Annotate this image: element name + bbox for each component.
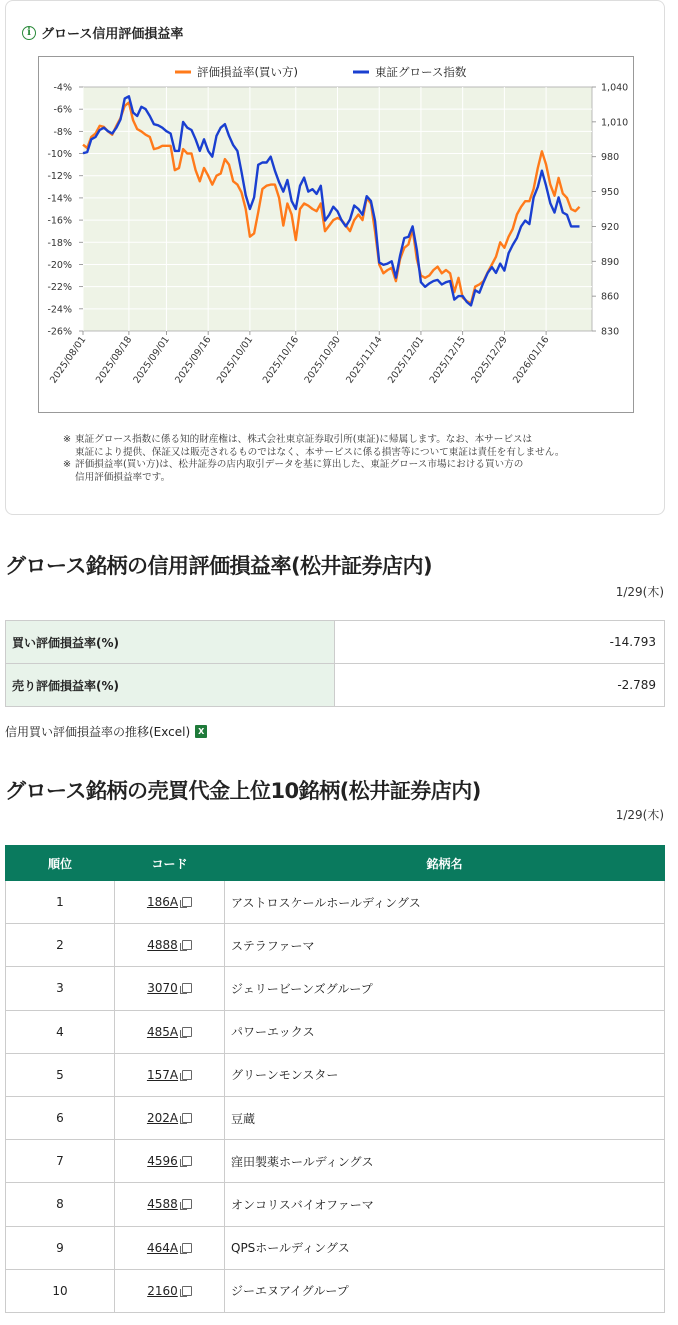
code-cell [115,967,225,1010]
code-cell [115,1010,225,1053]
chart-card-title [22,23,183,42]
code-cell [115,1183,225,1226]
y-left-tick-label: -18% [47,237,72,249]
section-date-rank: 1/29(木) [615,808,664,822]
code-cell [115,881,225,924]
code-cell [115,1269,225,1312]
x-tick-label: 2025/10/16 [260,334,302,386]
y-right-tick-label: 830 [601,326,620,338]
stock-code-link[interactable]: 485A [146,1024,179,1039]
x-tick-label: 2025/08/01 [48,334,89,386]
code-cell [115,1096,225,1139]
stock-name-cell: オンコリスバイオファーマ [225,1183,665,1226]
x-tick-label: 2025/10/01 [214,334,256,386]
sell-eval-value: -2.789 [335,664,665,707]
y-right-tick-label: 1,010 [601,117,629,129]
copy-icon[interactable] [182,1027,192,1037]
y-left-tick-label: -26% [47,326,72,338]
copy-icon[interactable] [182,940,192,950]
copy-icon[interactable] [182,1243,192,1253]
header-code: コード [115,846,225,881]
y-left-tick-label: -12% [47,171,72,183]
copy-icon[interactable] [182,1113,192,1123]
y-right-tick-label: 950 [601,187,620,199]
x-tick-label: 2026/01/16 [511,334,552,386]
rank-cell: 10 [6,1269,115,1312]
stock-name-cell: パワーエックス [225,1010,665,1053]
table-row [6,1140,665,1183]
code-cell [115,924,225,967]
section-title-rank: グロース銘柄の売買代金上位10銘柄(松井証券店内) [5,779,481,803]
rank-cell: 3 [6,967,115,1010]
line-chart [39,57,633,412]
copy-icon[interactable] [182,1156,192,1166]
y-left-tick-label: -8% [53,126,72,138]
chart-card [5,0,665,515]
excel-icon[interactable]: X [195,725,207,738]
excel-link-text[interactable]: 信用買い評価損益率の推移(Excel) [5,725,191,739]
buy-eval-label: 買い評価損益率(%) [6,621,335,664]
stock-name-cell: アストロスケールホールディングス [225,881,665,924]
eval-table [5,620,665,707]
code-cell [115,1226,225,1269]
note-text: 信用評価損益率です。 [75,471,171,483]
rank-cell: 1 [6,881,115,924]
stock-code-link[interactable]: 464A [146,1240,179,1255]
rank-cell: 4 [6,1010,115,1053]
stock-name-cell: ジェリービーンズグループ [225,967,665,1010]
buy-eval-value: -14.793 [335,621,665,664]
y-left-tick-label: -24% [47,304,72,316]
stock-code-link[interactable]: 4888 [147,938,178,953]
info-icon[interactable]: i [22,26,36,40]
code-cell [115,1140,225,1183]
x-tick-label: 2025/09/01 [131,334,172,386]
rank-cell: 5 [6,1053,115,1096]
x-tick-label: 2025/12/29 [469,334,510,386]
table-row [6,664,665,707]
stock-code-link[interactable]: 157A [146,1067,179,1082]
table-row [6,881,665,924]
stock-code-link[interactable]: 4596 [147,1154,178,1169]
copy-icon[interactable] [182,897,192,907]
x-tick-label: 2025/12/15 [427,334,469,386]
y-left-tick-label: -20% [47,259,72,271]
note-line [63,447,564,460]
table-row [6,1096,665,1139]
section-title-eval: グロース銘柄の信用評価損益率(松井証券店内) [5,554,433,578]
header-rank: 順位 [6,846,115,881]
note-text: 東証グロース指数に係る知的財産権は、株式会社東京証券取引所(東証)に帰属します。なお、本サービスは [75,434,533,445]
stock-name-cell: 窪田製薬ホールディングス [225,1140,665,1183]
sell-eval-label: 売り評価損益率(%) [6,664,335,707]
table-row [6,967,665,1010]
table-row [6,1010,665,1053]
chart-notes [63,434,564,484]
note-text: 評価損益率(買い方)は、松井証券の店内取引データを基に算出した、東証グロース市場における買い方の [75,459,524,470]
rank-cell: 2 [6,924,115,967]
x-tick-label: 2025/09/16 [173,334,214,386]
table-row [6,1053,665,1096]
table-row [6,1226,665,1269]
y-right-tick-label: 860 [601,291,620,303]
y-left-tick-label: -22% [47,282,72,294]
code-cell [115,1053,225,1096]
stock-name-cell: QPSホールディングス [225,1226,665,1269]
y-right-tick-label: 1,040 [601,82,629,94]
x-tick-label: 2025/12/01 [385,334,427,386]
note-mark [63,472,75,485]
stock-code-link[interactable]: 202A [146,1111,179,1126]
ranking-table [5,845,665,1313]
table-row [6,1183,665,1226]
legend-label: 評価損益率(買い方) [197,65,298,79]
stock-code-link[interactable]: 2160 [147,1283,178,1298]
note-line [63,434,564,447]
stock-name-cell: ステラファーマ [225,924,665,967]
copy-icon[interactable] [182,1199,192,1209]
copy-icon[interactable] [182,1070,192,1080]
rank-cell: 9 [6,1226,115,1269]
y-left-tick-label: -10% [47,149,72,161]
note-mark: ※ [63,459,72,470]
note-mark [63,447,75,460]
y-left-tick-label: -16% [47,215,72,227]
y-right-tick-label: 920 [601,221,620,233]
excel-download-link[interactable] [5,723,207,740]
copy-icon[interactable] [182,1286,192,1296]
note-line [63,459,564,472]
stock-name-cell: グリーンモンスター [225,1053,665,1096]
header-name: 銘柄名 [225,846,665,881]
rank-cell: 6 [6,1096,115,1139]
note-line [63,472,564,485]
note-text: 東証により提供、保証又は販売されるものではなく、本サービスに係る損害等について東証は責任を有しません。 [75,446,565,458]
stock-name-cell: 豆蔵 [225,1096,665,1139]
stock-name-cell: ジーエヌアイグループ [225,1269,665,1312]
y-right-tick-label: 980 [601,152,620,164]
note-mark: ※ [63,434,72,445]
x-tick-label: 2025/08/18 [93,334,135,386]
x-tick-label: 2025/11/14 [344,334,385,386]
table-row [6,924,665,967]
x-tick-label: 2025/10/30 [302,334,343,386]
stock-code-link[interactable]: 186A [146,895,179,910]
section-date-eval: 1/29(木) [615,585,664,599]
table-row [6,621,665,664]
chart-area [38,56,634,413]
table-row [6,1269,665,1312]
rank-cell: 7 [6,1140,115,1183]
rank-cell: 8 [6,1183,115,1226]
stock-code-link[interactable]: 3070 [147,981,178,996]
y-left-tick-label: -14% [47,193,72,205]
table-header-row [6,846,665,881]
y-left-tick-label: -4% [53,82,72,94]
stock-code-link[interactable]: 4588 [147,1197,178,1212]
copy-icon[interactable] [182,983,192,993]
chart-card-title-text: グロース信用評価損益率 [41,27,184,42]
y-right-tick-label: 890 [601,256,620,268]
y-left-tick-label: -6% [53,104,72,116]
legend-label: 東証グロース指数 [375,65,467,79]
